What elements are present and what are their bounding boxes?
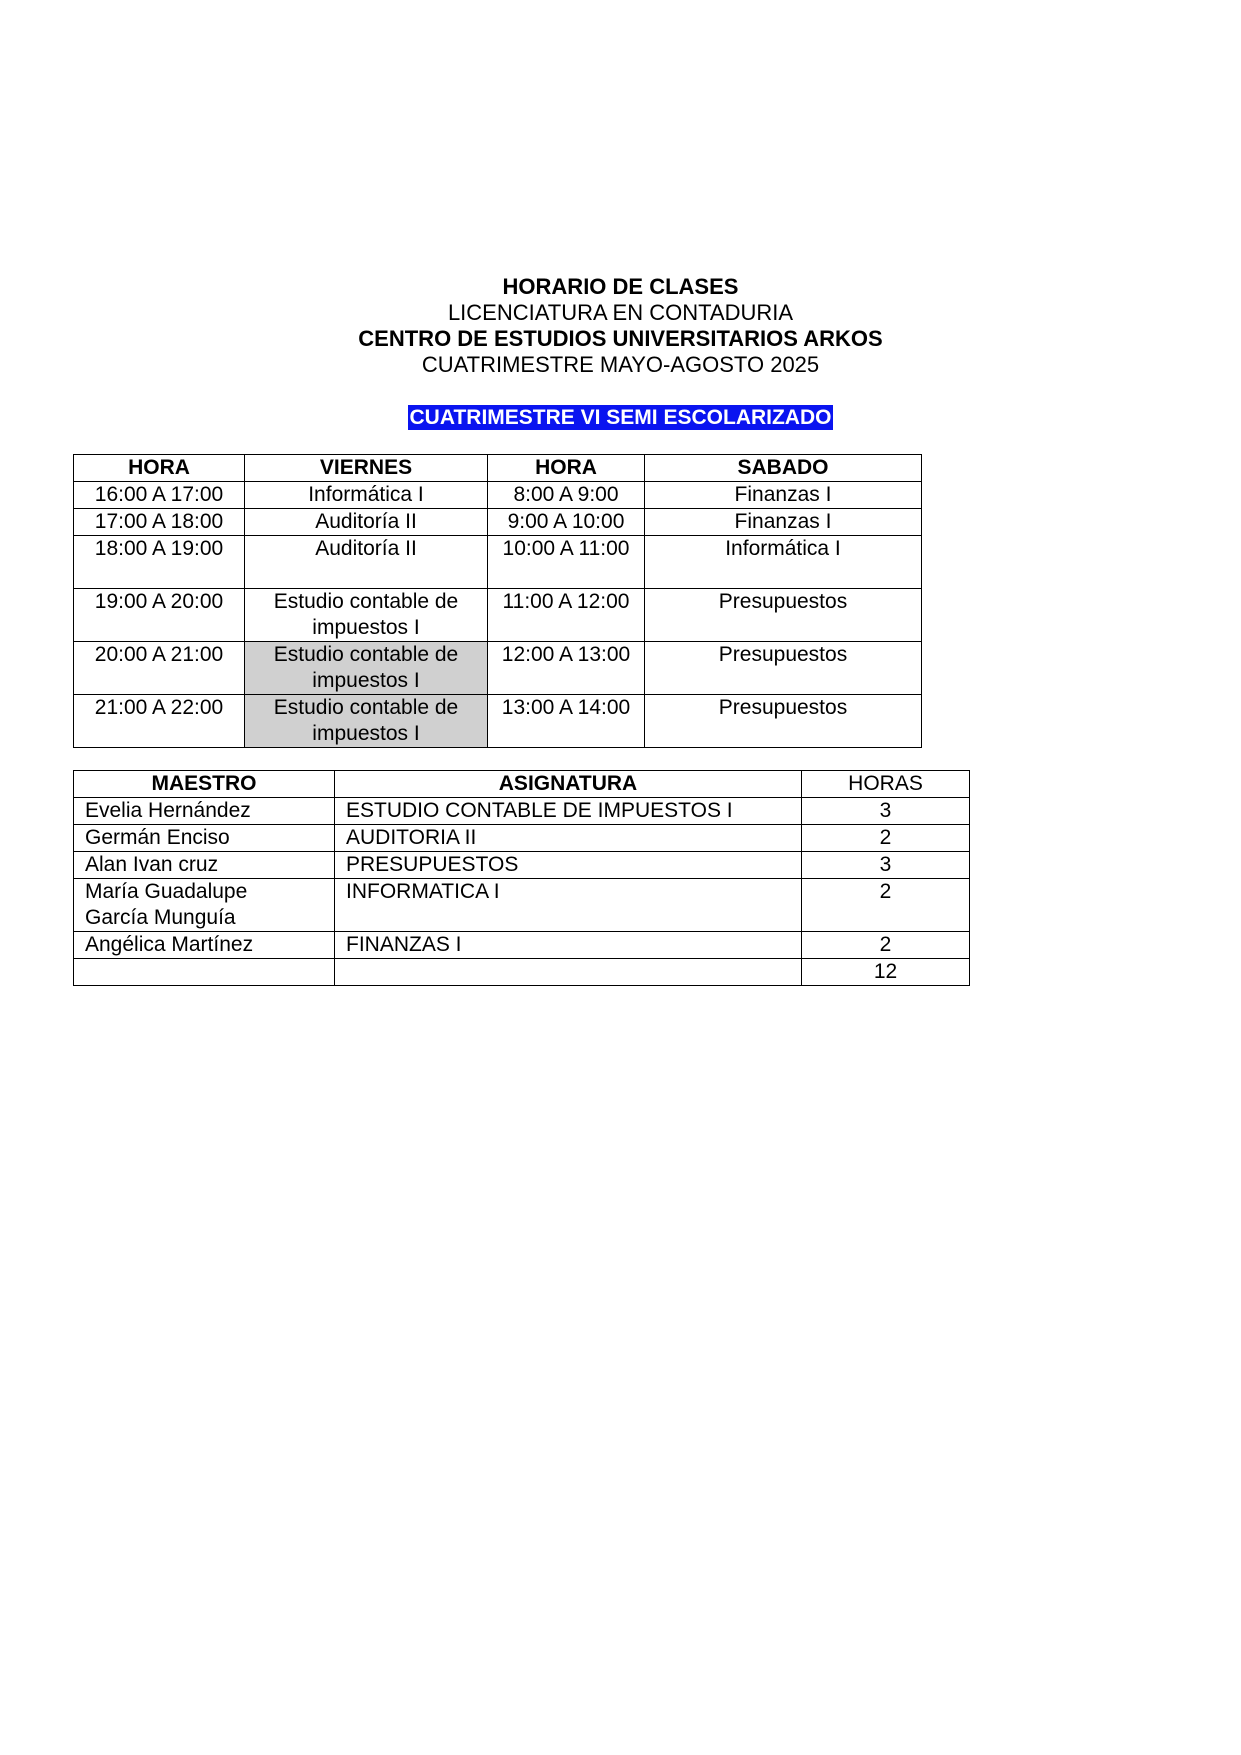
total-horas-cell: 12 bbox=[802, 959, 970, 986]
document-title: HORARIO DE CLASES bbox=[502, 274, 739, 299]
hora-cell: 9:00 A 10:00 bbox=[488, 509, 645, 536]
horas-cell: 3 bbox=[802, 852, 970, 879]
maestro-cell: María Guadalupe García Munguía bbox=[74, 879, 335, 932]
viernes-cell: Estudio contable de impuestos I bbox=[245, 695, 488, 748]
teacher-row bbox=[74, 798, 970, 825]
sabado-cell: Presupuestos bbox=[645, 695, 922, 748]
header-horas: HORAS bbox=[802, 771, 970, 798]
semester-banner: CUATRIMESTRE VI SEMI ESCOLARIZADO bbox=[409, 406, 832, 429]
asignatura-cell: FINANZAS I bbox=[335, 932, 802, 959]
teacher-row bbox=[74, 932, 970, 959]
document-header bbox=[0, 274, 1241, 378]
hora-cell: 8:00 A 9:00 bbox=[488, 482, 645, 509]
horas-cell: 2 bbox=[802, 932, 970, 959]
header-sabado: SABADO bbox=[645, 455, 922, 482]
institution-name: CENTRO DE ESTUDIOS UNIVERSITARIOS ARKOS bbox=[358, 326, 883, 351]
header-hora-viernes: HORA bbox=[74, 455, 245, 482]
hora-cell: 20:00 A 21:00 bbox=[74, 642, 245, 695]
viernes-cell: Estudio contable de impuestos I bbox=[245, 642, 488, 695]
sabado-cell: Finanzas I bbox=[645, 482, 922, 509]
asignatura-cell: PRESUPUESTOS bbox=[335, 852, 802, 879]
schedule-row bbox=[74, 536, 922, 589]
schedule-table bbox=[73, 454, 922, 748]
hora-cell: 12:00 A 13:00 bbox=[488, 642, 645, 695]
maestro-cell: Germán Enciso bbox=[74, 825, 335, 852]
teachers-table bbox=[73, 770, 970, 986]
schedule-row bbox=[74, 695, 922, 748]
viernes-cell: Auditoría II bbox=[245, 509, 488, 536]
total-row bbox=[74, 959, 970, 986]
banner-container bbox=[0, 405, 1241, 430]
header-asignatura: ASIGNATURA bbox=[335, 771, 802, 798]
viernes-cell: Auditoría II bbox=[245, 536, 488, 589]
hora-cell: 19:00 A 20:00 bbox=[74, 589, 245, 642]
sabado-cell: Presupuestos bbox=[645, 589, 922, 642]
hora-cell: 11:00 A 12:00 bbox=[488, 589, 645, 642]
viernes-cell: Estudio contable de impuestos I bbox=[245, 589, 488, 642]
schedule-row bbox=[74, 589, 922, 642]
horas-cell: 2 bbox=[802, 879, 970, 932]
empty-cell bbox=[335, 959, 802, 986]
hora-cell: 13:00 A 14:00 bbox=[488, 695, 645, 748]
empty-cell bbox=[74, 959, 335, 986]
horas-cell: 2 bbox=[802, 825, 970, 852]
sabado-cell: Informática I bbox=[645, 536, 922, 589]
header-maestro: MAESTRO bbox=[74, 771, 335, 798]
header-viernes: VIERNES bbox=[245, 455, 488, 482]
asignatura-cell: AUDITORIA II bbox=[335, 825, 802, 852]
sabado-cell: Presupuestos bbox=[645, 642, 922, 695]
term-name: CUATRIMESTRE MAYO-AGOSTO 2025 bbox=[421, 352, 820, 377]
hora-cell: 18:00 A 19:00 bbox=[74, 536, 245, 589]
schedule-row bbox=[74, 482, 922, 509]
teacher-row bbox=[74, 879, 970, 932]
schedule-row bbox=[74, 642, 922, 695]
program-name: LICENCIATURA EN CONTADURIA bbox=[447, 300, 794, 325]
maestro-cell: Angélica Martínez bbox=[74, 932, 335, 959]
asignatura-cell: ESTUDIO CONTABLE DE IMPUESTOS I bbox=[335, 798, 802, 825]
hora-cell: 16:00 A 17:00 bbox=[74, 482, 245, 509]
hora-cell: 21:00 A 22:00 bbox=[74, 695, 245, 748]
maestro-cell: Alan Ivan cruz bbox=[74, 852, 335, 879]
hora-cell: 10:00 A 11:00 bbox=[488, 536, 645, 589]
sabado-cell: Finanzas I bbox=[645, 509, 922, 536]
maestro-cell: Evelia Hernández bbox=[74, 798, 335, 825]
hora-cell: 17:00 A 18:00 bbox=[74, 509, 245, 536]
asignatura-cell: INFORMATICA I bbox=[335, 879, 802, 932]
header-hora-sabado: HORA bbox=[488, 455, 645, 482]
viernes-cell: Informática I bbox=[245, 482, 488, 509]
teacher-row bbox=[74, 825, 970, 852]
schedule-row bbox=[74, 509, 922, 536]
teacher-row bbox=[74, 852, 970, 879]
schedule-header-row bbox=[74, 455, 922, 482]
horas-cell: 3 bbox=[802, 798, 970, 825]
teachers-header-row bbox=[74, 771, 970, 798]
